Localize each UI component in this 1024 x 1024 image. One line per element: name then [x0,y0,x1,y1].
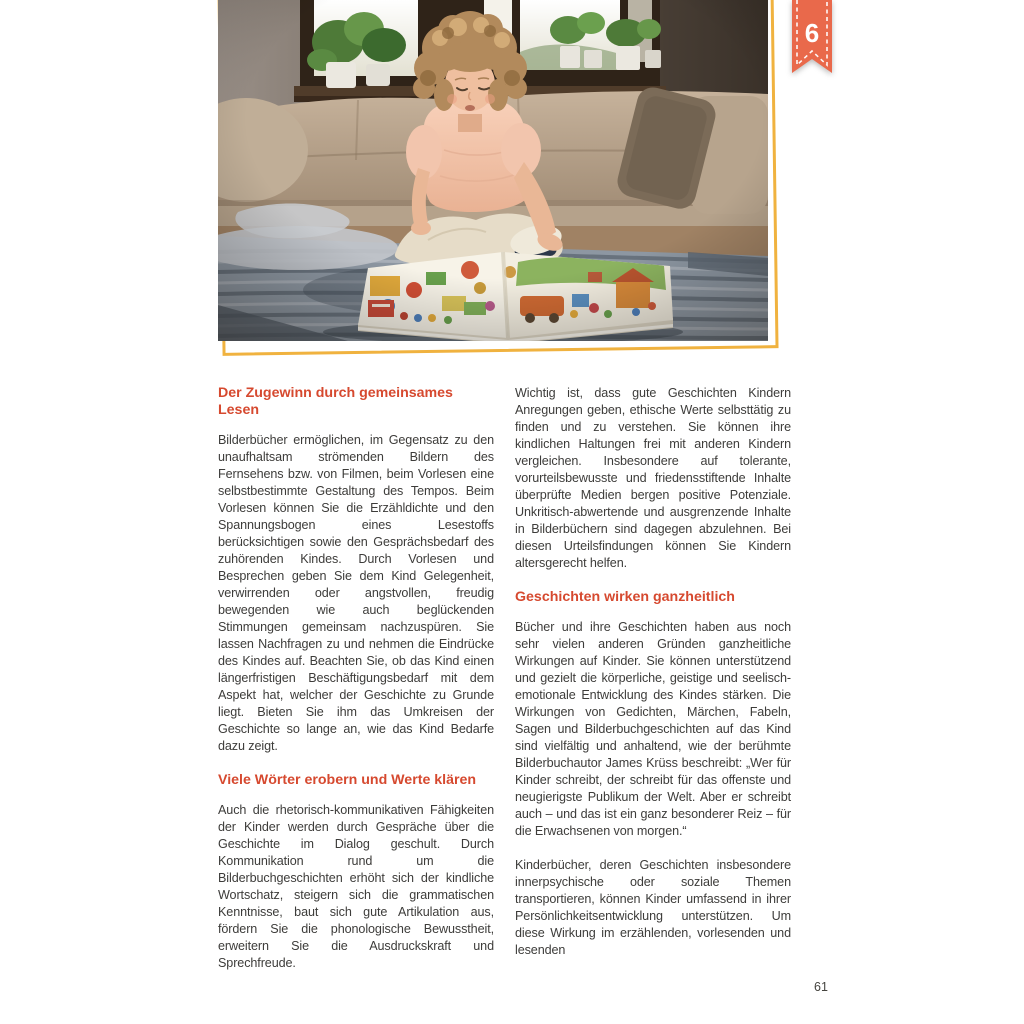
section-heading: Viele Wörter erobern und Werte klären [218,772,477,788]
chapter-number: 6 [804,18,820,48]
section-paragraph: Bücher und ihre Geschichten haben aus noch sehr vielen anderen Gründen ganzheitliche Wirkungen auf Kinder. Sie können unterstützend und gezielt die körperliche, geistige und seelisch-emotionale Entwicklung des Kindes stärken. Die Wirkungen von Gedichten, Märchen, Fabeln, Sagen und Bilderbuchgeschichten auf das Kind sind vielfältig und anhaltend, wie der berühmte Bilderbuchautor James Krüss beschreibt: „Wer für Kinder schreibt, der schreibt für das offenste und neugierigste Publikum der Welt. Aber er schreibt auch – und das ist ein ganz besonderer Reiz – für die Erwachsenen von morgen.“ [515,620,791,838]
section-heading: Der Zugewinn durch gemeinsames Lesen [218,385,453,418]
section-paragraph: Auch die rhetorisch-kommunikativen Fähigkeiten der Kinder werden durch Gespräche über die Geschichte im Dialog geschult. Durch Kommunikation rund um die Bilderbuchgeschichten erhöht sich der kindliche Wortschatz, steigern sich die grammatischen Kenntnisse, baut sich gute Artikulation aus, fördern Sie die phonologische Bewusstheit, erweitern Sie die Ausdruckskraft und Sprechfreude. [218,803,494,970]
right-column [515,385,791,976]
section-paragraph: Bilderbücher ermöglichen, im Gegensatz zu den unaufhaltsam strömenden Bildern des Fernsehens bzw. von Filmen, beim Vorlesen eine selbstbestimmte Gestaltung des Tempos. Beim Vorlesen können Sie die Erzähldichte und den Spannungsbogen eines Lesestoffs berücksichtigen sowie den Gesprächsbedarf des zuhörenden Kindes. Durch Vorlesen und Besprechen geben Sie dem Kind Gelegenheit, verwirrenden oder angstvollen, freudig bewegenden wie auch beglückenden Stimmungen gemeinsam nachzuspüren. Sie lassen Nachfragen zu und nehmen die Eindrücke des Kindes auf. Beachten Sie, ob das Kind einen längerfristigen Beschäftigungsbedarf mit dem Aspekt hat, welcher der Geschichte zu Grunde liegt. Bieten Sie ihm das Umkreisen der Geschichte so lange an, wie das Kind Bedarfe dazu zeigt. [218,433,494,753]
section-heading: Geschichten wirken ganzheitlich [515,589,735,605]
page-number: 61 [814,980,828,994]
section-paragraph: Wichtig ist, dass gute Geschichten Kindern Anregungen geben, ethische Werte selbsttätig zu finden und zu verstehen. Sie können ihre kindlichen Haltungen frei mit anderen Kindern vergleichen. Insbesondere auf tolerante, vorurteilsbewusste und friedensstiftende Inhalte überprüfte Medien bergen positive Potenziale. Unkritisch-abwertende und ausgrenzende Inhalte in Bilderbüchern sind dagegen abzulehnen. Bei diesen Urteilsfindungen können Sie Kindern altersgerecht helfen. [515,386,791,570]
chapter-ribbon [792,0,832,78]
section-paragraph: Kinderbücher, deren Geschichten insbesondere innerpsychische oder soziale Themen transportieren, können Kinder umfassend in ihrer Persönlichkeitsentwicklung unterstützen. Um diese Wirkung im erzählenden, vorlesenden und lesenden [515,858,791,957]
left-column [218,385,494,989]
photo-child-reading [218,0,768,341]
